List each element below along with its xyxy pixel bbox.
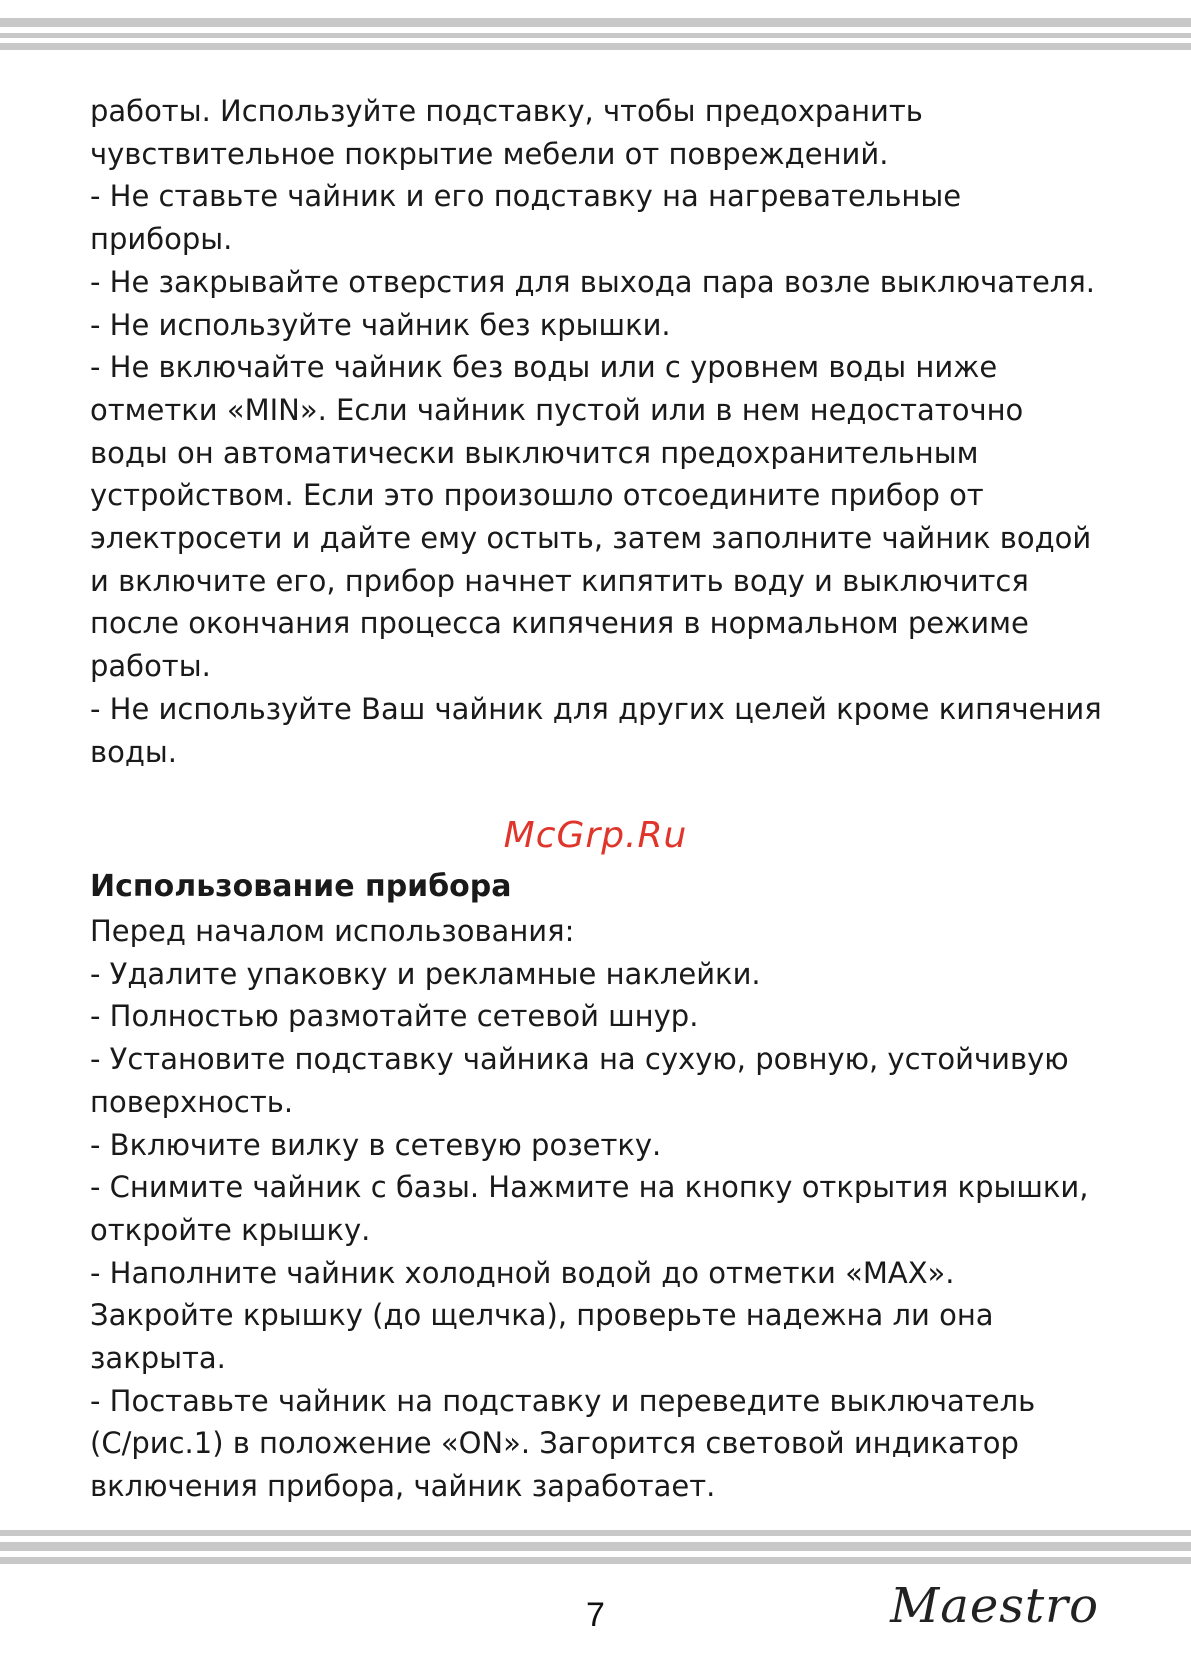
text-line: - Не используйте чайник без крышки. bbox=[90, 307, 671, 342]
text-line: - Не используйте Ваш чайник для других целей кроме кипячения bbox=[90, 691, 1102, 726]
text-line: - Не включайте чайник без воды или с уровнем воды ниже bbox=[90, 350, 998, 385]
text-line: (С/рис.1) в положение «ON». Загорится световой индикатор bbox=[90, 1426, 1019, 1461]
text-line: работы. Используйте подставку, чтобы предохранить bbox=[90, 94, 923, 128]
text-line: электросети и дайте ему остыть, затем заполните чайник водой bbox=[90, 521, 1092, 556]
text-line: Закройте крышку (до щелчка), проверьте надежна ли она bbox=[90, 1298, 994, 1333]
text-line: после окончания процесса кипячения в нормальном режиме bbox=[90, 606, 1029, 641]
brand-logo: Maestro bbox=[890, 1578, 1099, 1634]
text-line: - Полностью размотайте сетевой шнур. bbox=[90, 999, 699, 1034]
bottom-decorative-stripes bbox=[0, 1530, 1191, 1570]
text-line: воды. bbox=[90, 734, 177, 769]
text-line: закрыта. bbox=[90, 1341, 226, 1376]
text-line: - Включите вилку в сетевую розетку. bbox=[90, 1127, 662, 1162]
text-line: - Снимите чайник с базы. Нажмите на кнопку открытия крышки, bbox=[90, 1170, 1089, 1205]
text-line: приборы. bbox=[90, 222, 233, 257]
text-line: откройте крышку. bbox=[90, 1212, 371, 1247]
text-line: поверхность. bbox=[90, 1084, 294, 1119]
stripe-line bbox=[0, 1530, 1191, 1536]
text-line: чувствительное покрытие мебели от повреждений. bbox=[90, 136, 889, 171]
stripe-line bbox=[0, 1542, 1191, 1551]
usage-section bbox=[90, 866, 1120, 1508]
text-line: и включите его, прибор начнет кипятить воду и выключится bbox=[90, 563, 1029, 598]
text-line: работы. bbox=[90, 649, 211, 684]
text-line: Перед началом использования: bbox=[90, 914, 575, 948]
text-line: воды он автоматически выключится предохранительным bbox=[90, 435, 979, 470]
text-line: включения прибора, чайник заработает. bbox=[90, 1469, 716, 1504]
text-line: отметки «MIN». Если чайник пустой или в нем недостаточно bbox=[90, 392, 1024, 427]
stripe-line bbox=[0, 43, 1191, 50]
text-line: устройством. Если это произошло отсоедините прибор от bbox=[90, 478, 984, 513]
stripe-line bbox=[0, 1557, 1191, 1564]
text-line: - Установите подставку чайника на сухую, ровную, устойчивую bbox=[90, 1042, 1069, 1077]
text-line: - Поставьте чайник на подставку и переведите выключатель bbox=[90, 1383, 1036, 1418]
page-number: 7 bbox=[586, 1596, 605, 1634]
text-line: - Удалите упаковку и рекламные наклейки. bbox=[90, 956, 761, 991]
text-line: - Наполните чайник холодной водой до отметки «MAX». bbox=[90, 1255, 955, 1290]
stripe-line bbox=[0, 33, 1191, 38]
top-decorative-stripes bbox=[0, 18, 1191, 58]
text-line: - Не закрывайте отверстия для выхода пара возле выключателя. bbox=[90, 264, 1096, 299]
section-heading: Использование прибора bbox=[90, 869, 512, 904]
watermark: McGrp.Ru bbox=[503, 815, 688, 856]
text-line: - Не ставьте чайник и его подставку на нагревательные bbox=[90, 179, 962, 214]
body-text bbox=[90, 90, 1120, 773]
stripe-line bbox=[0, 18, 1191, 27]
